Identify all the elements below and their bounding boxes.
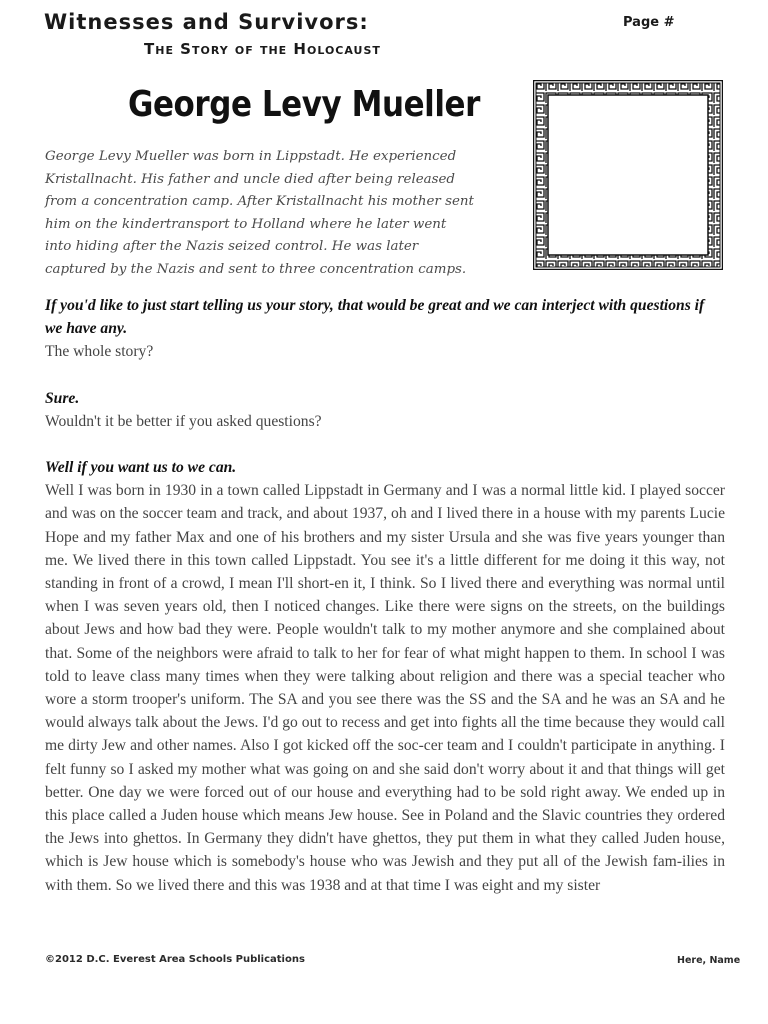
greek-key-border xyxy=(533,80,723,270)
survivor-bio xyxy=(45,146,475,282)
interview-question: If you'd like to just start telling us your story, that would be great and we can interject with questions if we have any. xyxy=(45,297,705,338)
page-number: Page # xyxy=(623,15,675,30)
footer-copyright: ©2012 D.C. Everest Area Schools Publications xyxy=(45,954,305,965)
survivor-name-heading: George Levy Mueller xyxy=(128,84,480,125)
photo-placeholder-frame xyxy=(533,80,723,270)
series-subtitle: The Story of the Holocaust xyxy=(144,40,381,58)
interview-question: Sure. xyxy=(45,389,80,407)
series-title: Witnesses and Survivors: xyxy=(44,10,369,34)
interview-transcript xyxy=(45,294,725,897)
interview-answer: Well I was born in 1930 in a town called Lippstadt in Germany and I was a normal little kid. I played soccer and was on the soccer team and track, and about 1937, oh and I lived there in a house with my parents Lucie Hope and my father Max and one of his brothers and my sister Ursula and she was five years younger than me. We lived there in this town called Lippstadt. You see it's a little different for me doing it this way, not standing in front of a crowd, I mean I'll short-en it, I think. So I lived there and everything was normal until when I was seven years old, then I noticed changes. Like there were signs on the streets, on the buildings about Jews and how bad they were. People wouldn't talk to my mother anymore and she complained about that. Some of the neighbors were afraid to talk to her for fear of what might happen to them. In school I was told to leave class many times when they were talking about religion and there was a special teacher who wore a storm trooper's uniform. The SA and you see there was the SS and the SA and he was an SA and he would always talk about the Jews. I'd go out to recess and get into fights all the time because they would call me dirty Jew and other names. Also I got kicked off the soc-cer team and I couldn't participate in anything. I felt funny so I asked my mother what was going on and she said don't worry about it and that things will get better. One day we were forced out of our house and everything had to be sold right away. We ended up in this place called a Juden house which means Jew house. See in Poland and the Slavic countries they ordered the Jews into ghettos. In Germany they didn't have ghettos, they put them in what they called Juden house, which is Jew house which is somebody's house who was Jewish and they put all of the Jewish fam-ilies in with them. So we lived there and this was 1938 and at that time I was eight and my sister xyxy=(45,482,725,894)
interview-question: Well if you want us to we can. xyxy=(45,459,237,477)
footer-author: Here, Name xyxy=(677,955,741,966)
interview-answer: The whole story? xyxy=(45,343,154,361)
interview-answer: Wouldn't it be better if you asked questions? xyxy=(45,412,322,430)
bio-text: George Levy Mueller was born in Lippstadt. He experienced Kristallnacht. His father and uncle died after being released from a concentration camp. After Kristallnacht his mother sent him on the kindertransport to Holland where he later went into hiding after the Nazis seized control. He was later captured by the Nazis and sent to three concentration camps. xyxy=(45,149,474,277)
